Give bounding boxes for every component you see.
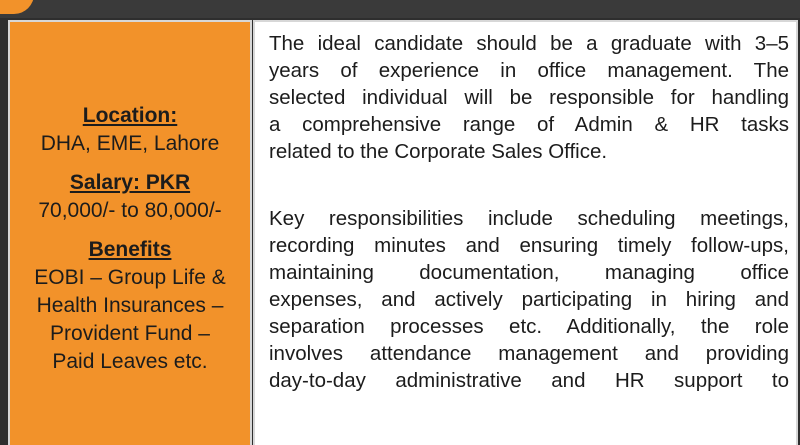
salary-value: 70,000/- to 80,000/- [38,199,222,222]
paragraph-line: related to the Corporate Sales Office. [269,140,608,163]
salary-heading: Salary: PKR [69,171,191,194]
top-banner [0,0,800,18]
paragraph-line: expenses, and actively participating in hiring and [269,288,789,311]
benefits-line: Health Insurances – [36,294,224,317]
paragraph-line: recording minutes and ensuring timely follow-ups, [269,234,789,257]
job-description-panel [253,20,798,445]
benefits-heading: Benefits [88,238,172,261]
paragraph-line: a comprehensive range of Admin & HR tasks [269,113,789,136]
job-details-panel [8,20,252,445]
paragraph-line: The ideal candidate should be a graduate with 3–5 [269,32,789,55]
benefits-line: EOBI – Group Life & [34,266,226,289]
paragraph-line: maintaining documentation, managing office [269,261,789,284]
paragraph-line: day-to-day administrative and HR support to [269,369,789,392]
orange-accent [0,0,34,14]
location-value: DHA, EME, Lahore [40,132,220,155]
paragraph-line: selected individual will be responsible for handling [269,86,789,109]
paragraph-line: years of experience in office management. The [269,59,789,82]
description-paragraph-2 [269,205,789,394]
benefits-line: Provident Fund – [50,322,210,345]
description-paragraph-1 [269,30,789,165]
paragraph-line: involves attendance management and providing [269,342,789,365]
location-heading: Location: [82,104,178,127]
benefits-line: Paid Leaves etc. [52,350,208,373]
paragraph-line: Key responsibilities include scheduling meetings, [269,207,789,230]
paragraph-line: separation processes etc. Additionally, the role [269,315,789,338]
job-details-content [10,102,250,376]
